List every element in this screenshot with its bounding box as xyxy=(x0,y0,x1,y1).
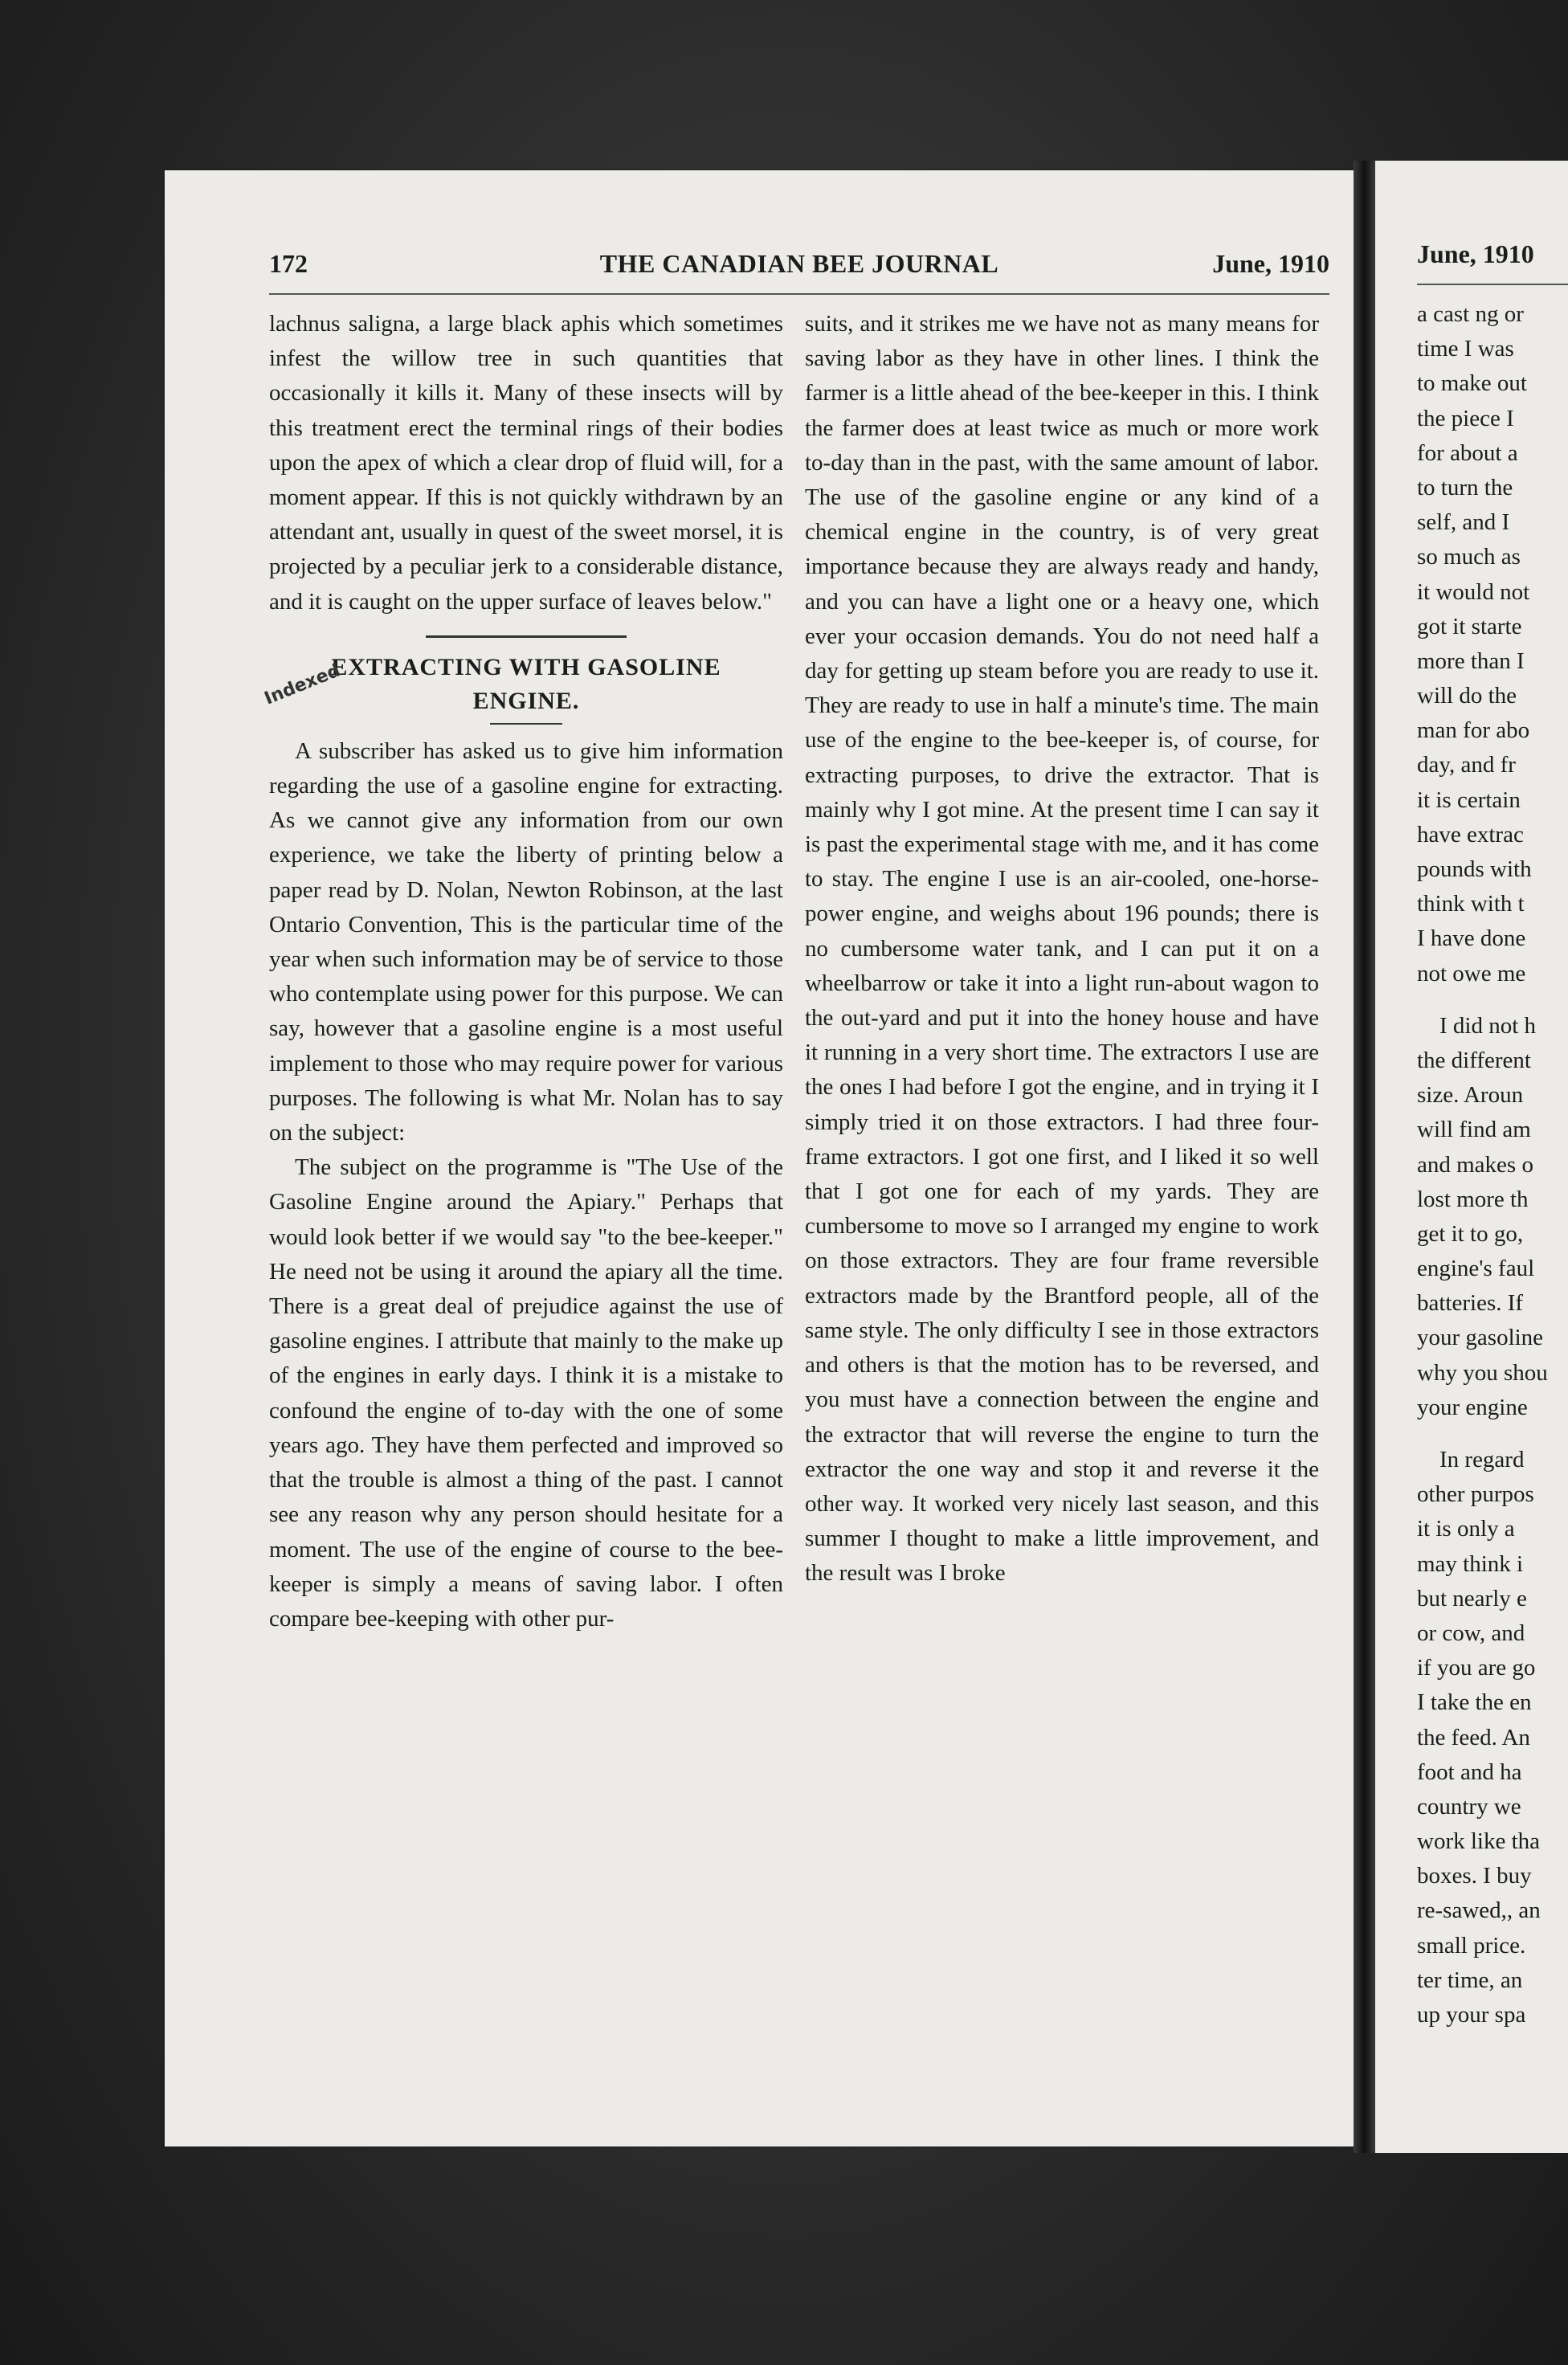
facing-line: up your spa xyxy=(1417,2002,1526,2028)
facing-line: not owe me xyxy=(1417,960,1526,986)
facing-line: the feed. An xyxy=(1417,1724,1530,1750)
facing-line: self, and I xyxy=(1417,509,1510,536)
facing-line: ter time, an xyxy=(1417,1967,1523,1993)
facing-line: get it to go, xyxy=(1417,1220,1524,1247)
heading-divider xyxy=(490,723,562,725)
journal-title: THE CANADIAN BEE JOURNAL xyxy=(599,249,999,278)
header-rule xyxy=(269,293,1329,295)
facing-line: for about a xyxy=(1417,439,1518,466)
paragraph: suits, and it strikes me we have not as many means for saving labor as they have in other lines. I think the farmer is a little ahead of the bee-keeper in this. I think the farmer does at least twice as much or more work to-day than in the past, with the same amount of labor. The use of the gasoline engine or any kind of a chemical engine in the country, is of very great importance because they are always ready and handy, and you can have a light one or a heavy one, which ever your occasion demands. You do not need half a day for getting up steam before you are ready to use it. They are ready to use in half a minute's time. The main use of the engine to the bee-keeper is, of course, for extracting purposes, to drive the extractor. That is mainly why I got mine. At the present time I can say it is past the experimental stage with me, and it has come to stay. The engine I use is an air-cooled, one-horse-power engine, and weighs about 196 pounds; there is no cumbersome water tank, and I can put it on a wheelbarrow or take it into a light run-about wagon to the out-yard and put it into the honey house and have it running in a very short time. The extractors I use are the ones I had before I got the engine, and in trying it I simply tried it on those extractors. I had three four-frame extractors. I got one first, and I liked it so well that I got one for each of my yards. They are cumbersome to move so I arranged my engine to work on those extractors. They are four frame reversible extractors made by the Brantford people, all of the same style. The only difficulty I see in those extractors and others is that the motion has to be reversed, and you must have a connection between the engine and the extractor that will reverse the engine to turn the extractor the one way and stop it and reverse it the other way. It worked very nicely last season, and this summer I thought to make a little improvement, and the result was I broke xyxy=(805,311,1319,1587)
facing-line: will find am xyxy=(1417,1117,1531,1143)
facing-line: so much as xyxy=(1417,544,1521,570)
facing-line: why you shou xyxy=(1417,1359,1548,1386)
facing-column xyxy=(1417,297,1568,2032)
facing-line: if you are go xyxy=(1417,1655,1536,1681)
facing-line: the different xyxy=(1417,1047,1531,1073)
facing-line: In regard xyxy=(1439,1447,1525,1473)
section-divider xyxy=(426,635,627,638)
facing-line: but nearly e xyxy=(1417,1585,1527,1611)
facing-line: got it starte xyxy=(1417,613,1522,639)
issue-date: June, 1910 xyxy=(1212,249,1329,278)
facing-line: day, and fr xyxy=(1417,752,1516,778)
facing-line: it is only a xyxy=(1417,1516,1515,1542)
facing-line: the piece I xyxy=(1417,405,1514,431)
page-number: 172 xyxy=(269,249,308,278)
facing-line: size. Aroun xyxy=(1417,1082,1524,1109)
paragraph-gap xyxy=(1417,991,1568,1009)
index-stamp: Indexed xyxy=(261,660,344,709)
facing-line: to make out xyxy=(1417,370,1527,397)
facing-line: your gasoline xyxy=(1417,1325,1544,1351)
book-gutter xyxy=(1354,161,1375,2153)
facing-line: your engine xyxy=(1417,1394,1528,1420)
facing-line: engine's faul xyxy=(1417,1256,1535,1282)
left-column xyxy=(261,307,783,1636)
facing-line: it is certain xyxy=(1417,786,1521,813)
facing-line: it would not xyxy=(1417,578,1530,605)
paragraph: A subscriber has asked us to give him information regarding the use of a gasoline engine for extracting. As we cannot give any information from our own experience, we take the liberty of printing below a paper read by D. Nolan, Newton Robinson, at the last Ontario Convention, This is the particular time of the year when such information may be of service to those who contemplate using power for this purpose. We can say, however that a gasoline engine is a most useful implement to those who may require power for various purposes. The following is what Mr. Nolan has to say on the subject: xyxy=(269,737,783,1146)
facing-line: will do the xyxy=(1417,683,1517,709)
facing-line: batteries. If xyxy=(1417,1290,1524,1317)
facing-line: time I was xyxy=(1417,336,1514,362)
facing-line: have extrac xyxy=(1417,821,1524,848)
heading-line: EXTRACTING WITH GASOLINE xyxy=(331,653,721,680)
facing-page xyxy=(1375,161,1568,2153)
facing-line: may think i xyxy=(1417,1550,1524,1577)
facing-line: re-sawed,, an xyxy=(1417,1897,1541,1924)
facing-line: I take the en xyxy=(1417,1689,1532,1716)
facing-page-date: June, 1910 xyxy=(1417,239,1534,268)
facing-header-rule xyxy=(1417,284,1568,285)
facing-line: I did not h xyxy=(1439,1012,1537,1039)
facing-line: pounds with xyxy=(1417,856,1532,882)
facing-line: country we xyxy=(1417,1793,1521,1820)
facing-line: or cow, and xyxy=(1417,1620,1525,1646)
facing-line: a cast ng or xyxy=(1417,301,1524,327)
journal-page xyxy=(165,170,1354,2146)
facing-line: to turn the xyxy=(1417,474,1513,500)
facing-line: foot and ha xyxy=(1417,1758,1522,1785)
facing-line: work like tha xyxy=(1417,1828,1541,1855)
facing-line: lost more th xyxy=(1417,1186,1529,1212)
facing-line: think with t xyxy=(1417,891,1525,917)
facing-line: man for abo xyxy=(1417,717,1530,744)
article-heading xyxy=(261,651,783,718)
middle-column xyxy=(805,307,1319,1591)
page-header xyxy=(269,249,1329,289)
paragraph-gap xyxy=(1417,1425,1568,1443)
facing-line: more than I xyxy=(1417,647,1525,674)
paragraph: lachnus saligna, a large black aphis which sometimes infest the willow tree in such quantities that occasionally it kills it. Many of these insects will by this treatment erect the terminal rings of their bodies upon the apex of which a clear drop of fluid will, for a moment appear. If this is not quickly withdrawn by an attendant ant, usually in quest of the sweet morsel, it is projected by a peculiar jerk to a considerable distance, and it is caught on the upper surface of leaves below." xyxy=(269,311,783,615)
heading-line: ENGINE. xyxy=(472,687,580,714)
facing-line: small price. xyxy=(1417,1932,1526,1959)
paragraph: The subject on the programme is "The Use of the Gasoline Engine around the Apiary." Perhaps that would look better if we would say "to the bee-keeper." He need not be using it around the apiary all the time. There is a great deal of prejudice against the use of gasoline engines. I attribute that mainly to the make up of the engines in early days. I think it is a mistake to confound the engine of to-day with the one of some years ago. They have them perfected and improved so that the trouble is almost a thing of the past. I cannot see any reason why any person should hesitate for a moment. The use of the engine of course to the bee-keeper is simply a means of saving labor. I often compare bee-keeping with other pur- xyxy=(269,1154,783,1632)
facing-line: and makes o xyxy=(1417,1151,1533,1178)
facing-line: boxes. I buy xyxy=(1417,1863,1532,1889)
facing-line: I have done xyxy=(1417,925,1526,952)
facing-line: other purpos xyxy=(1417,1481,1534,1508)
